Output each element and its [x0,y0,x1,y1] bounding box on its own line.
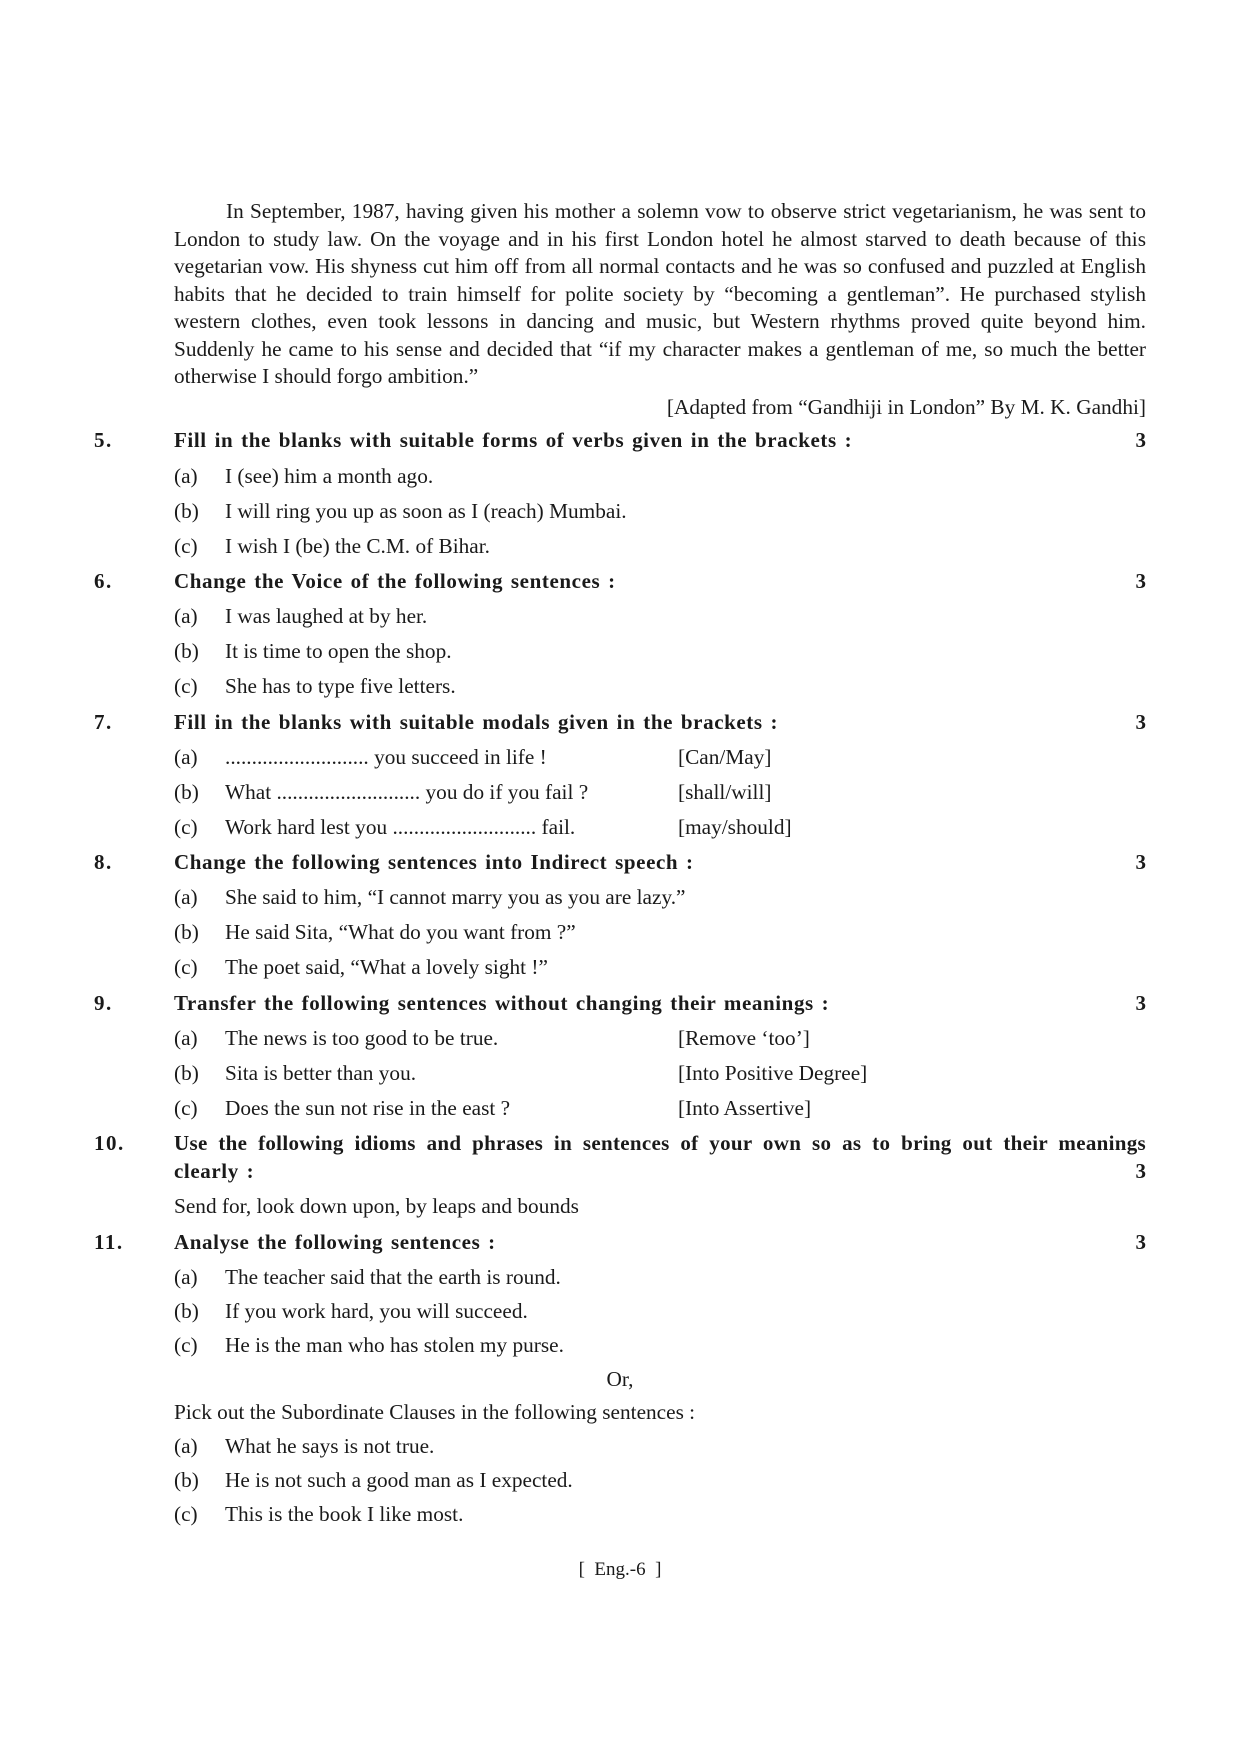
item-label: (c) [174,534,198,558]
item-text: This is the book I like most. [225,1502,464,1526]
question-marks: 3 [1135,1159,1146,1183]
idioms-list: Send for, look down upon, by leaps and bounds [174,1194,579,1218]
item-label: (a) [174,464,198,488]
item-text: The poet said, “What a lovely sight !” [225,955,548,979]
item-text: I was laughed at by her. [225,604,428,628]
question-marks: 3 [1135,710,1146,734]
item-label: (c) [174,1333,198,1357]
item-hint: [Remove ‘too’] [678,1026,810,1050]
item-text: I (see) him a month ago. [225,464,434,488]
item-text: The teacher said that the earth is round. [225,1265,561,1289]
item-label: (c) [174,1096,198,1120]
item-label: (b) [174,1468,199,1492]
question-number: 9. [94,991,113,1015]
question-marks: 3 [1135,1230,1146,1254]
question-marks: 3 [1135,428,1146,452]
page-footer: [ Eng.-6 ] [578,1559,662,1580]
question-prompt: Transfer the following sentences without changing their meanings : [174,991,830,1015]
question-prompt: Change the Voice of the following sentences : [174,569,616,593]
item-label: (a) [174,1265,198,1289]
item-text: She has to type five letters. [225,674,456,698]
item-label: (c) [174,815,198,839]
item-text: Sita is better than you. [225,1061,417,1085]
item-label: (c) [174,674,198,698]
question-prompt: Analyse the following sentences : [174,1230,496,1254]
passage-source: [Adapted from “Gandhiji in London” By M. K. Gandhi] [666,395,1146,419]
question-number: 5. [94,428,113,452]
question-marks: 3 [1135,569,1146,593]
alt-question-prompt: Pick out the Subordinate Clauses in the following sentences : [174,1400,696,1424]
question-number: 10. [94,1131,125,1155]
item-text: What ........................... you do if you fail ? [225,780,589,804]
item-hint: [Into Positive Degree] [678,1061,868,1085]
item-label: (c) [174,955,198,979]
item-text: The news is too good to be true. [225,1026,499,1050]
item-text: It is time to open the shop. [225,639,452,663]
item-label: (a) [174,1026,198,1050]
question-prompt: Change the following sentences into Indirect speech : [174,850,694,874]
item-text: She said to him, “I cannot marry you as you are lazy.” [225,885,686,909]
passage-text: In September, 1987, having given his mother a solemn vow to observe strict vegetarianism, he was sent to London to study law. On the voyage and in his first London hotel he almost starved to death because of this vegetarian vow. His shyness cut him off from all normal contacts and he was so confused and puzzled at English habits that he decided to train himself for polite society by “becoming a gentleman”. He purchased stylish western clothes, even took lessons in dancing and music, but Western rhythms proved quite beyond him. Suddenly he came to his sense and decided that “if my character makes a gentleman of me, so much the better otherwise I should forgo ambition.” [174,199,1146,388]
question-prompt: Fill in the blanks with suitable modals given in the brackets : [174,710,779,734]
question-number: 11. [94,1230,124,1254]
item-text: If you work hard, you will succeed. [225,1299,528,1323]
question-number: 6. [94,569,113,593]
question-number: 8. [94,850,113,874]
item-text: I will ring you up as soon as I (reach) Mumbai. [225,499,627,523]
item-text: Does the sun not rise in the east ? [225,1096,511,1120]
item-hint: [Into Assertive] [678,1096,812,1120]
item-hint: [Can/May] [678,745,772,769]
item-label: (a) [174,1434,198,1458]
item-text: He is the man who has stolen my purse. [225,1333,564,1357]
item-label: (a) [174,885,198,909]
item-hint: [may/should] [678,815,792,839]
item-text: ........................... you succeed in life ! [225,745,547,769]
question-prompt: Use the following idioms and phrases in sentences of your own so as to bring out their meanings [174,1131,1146,1155]
question-number: 7. [94,710,113,734]
item-label: (c) [174,1502,198,1526]
item-text: He is not such a good man as I expected. [225,1468,573,1492]
item-label: (b) [174,1061,199,1085]
item-text: He said Sita, “What do you want from ?” [225,920,576,944]
item-label: (b) [174,499,199,523]
question-marks: 3 [1135,991,1146,1015]
item-text: Work hard lest you ........................... fail. [225,815,576,839]
or-separator: Or, [606,1367,634,1391]
item-label: (b) [174,780,199,804]
item-label: (b) [174,1299,199,1323]
reading-passage [174,198,1146,391]
item-label: (a) [174,604,198,628]
item-label: (b) [174,639,199,663]
item-hint: [shall/will] [678,780,772,804]
item-label: (b) [174,920,199,944]
item-text: What he says is not true. [225,1434,435,1458]
question-prompt-continued: clearly : [174,1159,255,1183]
question-prompt: Fill in the blanks with suitable forms of verbs given in the brackets : [174,428,853,452]
item-label: (a) [174,745,198,769]
question-marks: 3 [1135,850,1146,874]
item-text: I wish I (be) the C.M. of Bihar. [225,534,490,558]
